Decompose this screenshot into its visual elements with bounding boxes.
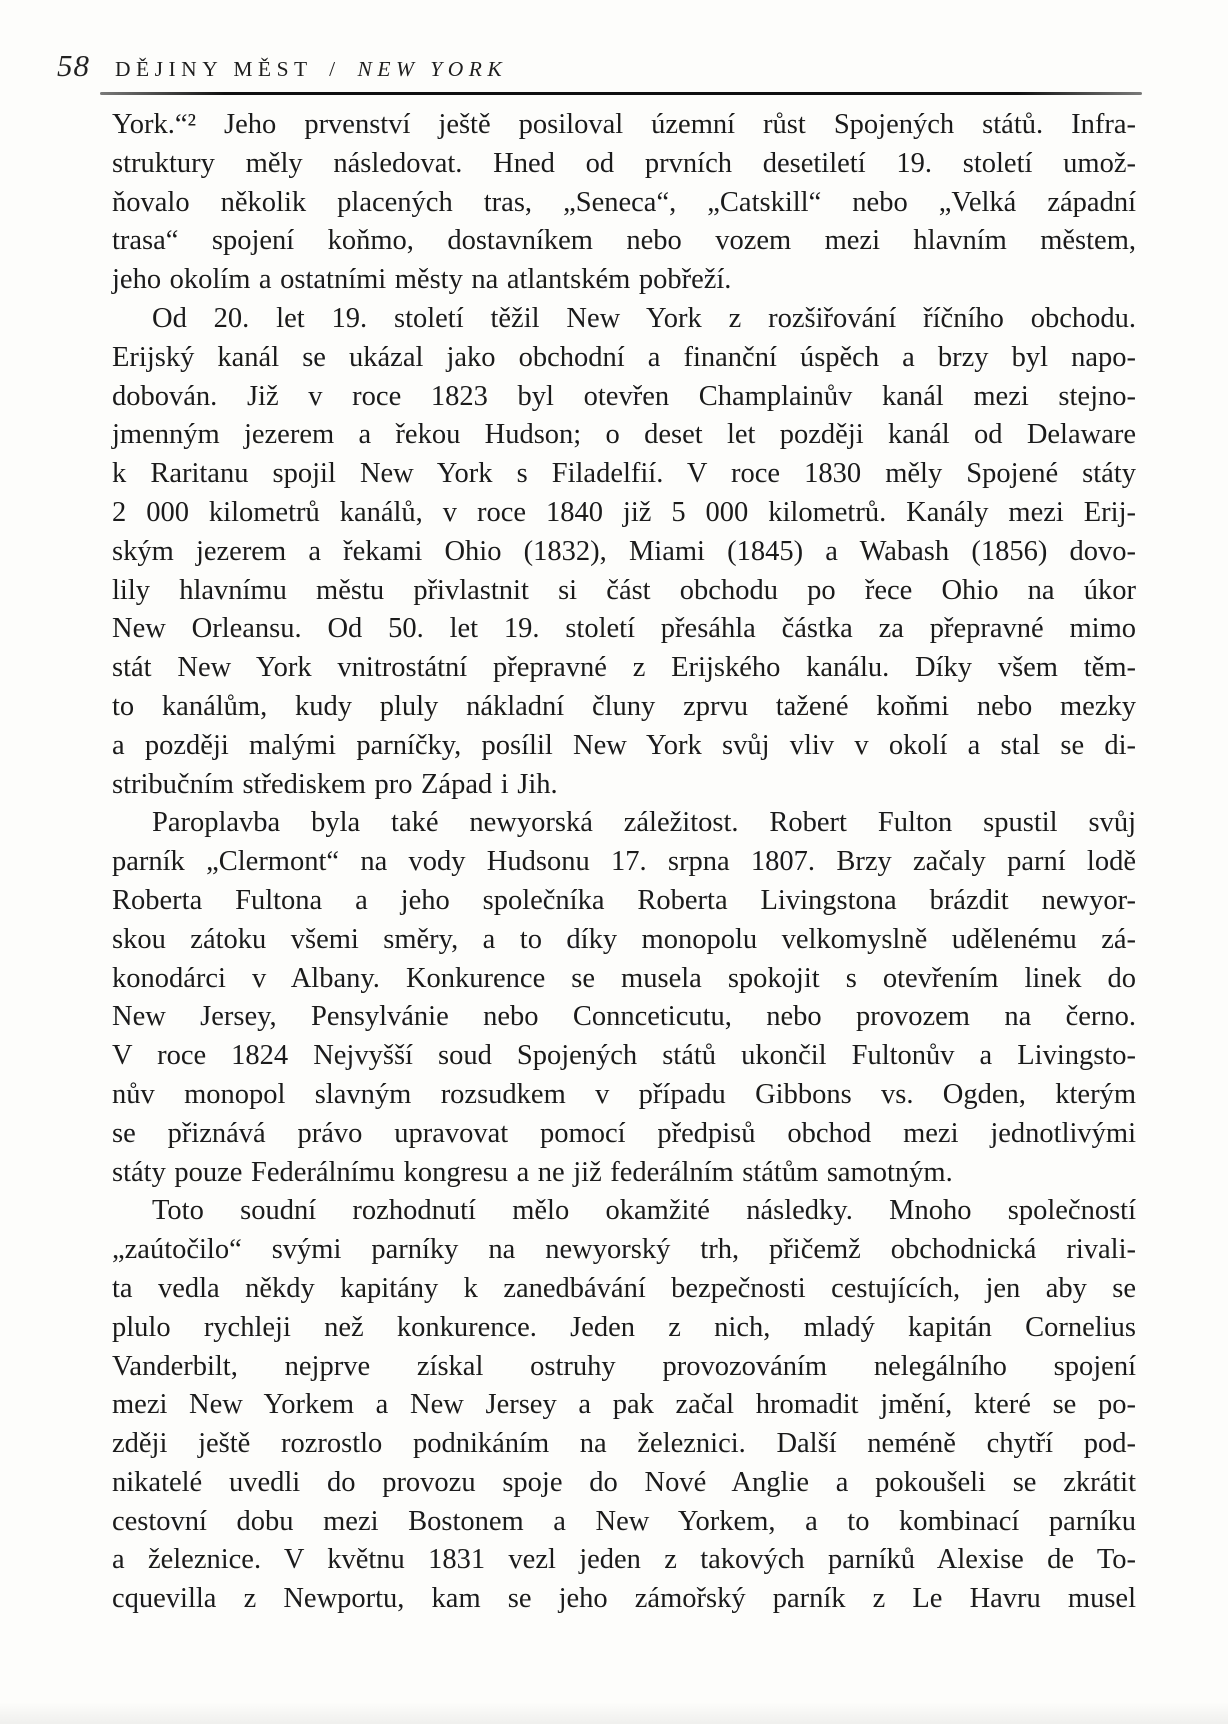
text-line: jmenným jezerem a řekou Hudson; o deset let později kanál od Delaware xyxy=(112,419,1136,451)
text-line: parník „Clermont“ na vody Hudsonu 17. srpna 1807. Brzy začaly parní lodě xyxy=(112,846,1136,878)
text-line: Erijský kanál se ukázal jako obchodní a finanční úspěch a brzy byl napo- xyxy=(112,341,1136,373)
text-line: nův monopol slavným rozsudkem v případu Gibbons vs. Ogden, kterým xyxy=(112,1078,1136,1110)
running-head-title: NEW YORK xyxy=(357,57,508,81)
text-line: to kanálům, kudy pluly nákladní čluny zprvu tažené koňmi nebo mezky xyxy=(112,690,1136,722)
paragraph xyxy=(112,300,1136,804)
text-line: Roberta Fultona a jeho společníka Roberta Livingstona brázdit newyor- xyxy=(112,884,1136,916)
text-line: Od 20. let 19. století těžil New York z rozšiřování říčního obchodu. xyxy=(152,302,1136,334)
text-line: New Jersey, Pensylvánie nebo Connceticutu, nebo provozem na černo. xyxy=(112,1001,1136,1033)
text-line: struktury měly následovat. Hned od prvních desetiletí 19. století umož- xyxy=(112,147,1136,179)
text-line: mezi New Yorkem a New Jersey a pak začal hromadit jmění, které se po- xyxy=(112,1389,1136,1421)
text-line: dobován. Již v roce 1823 byl otevřen Champlainův kanál mezi stejno- xyxy=(112,380,1136,412)
scan-edge-shadow xyxy=(0,1702,1228,1724)
text-line: York.“² Jeho prvenství ještě posiloval územní růst Spojených států. Infra- xyxy=(112,109,1136,140)
text-line: ta vedla někdy kapitány k zanedbávání bezpečnosti cestujících, jen aby se xyxy=(112,1272,1136,1304)
text-line: stribučním střediskem pro Západ i Jih. xyxy=(112,768,558,800)
running-head-series: DĚJINY MĚST xyxy=(115,57,313,81)
header-rule xyxy=(100,92,1142,95)
text-line: stát New York vnitrostátní přepravné z Erijského kanálu. Díky všem těm- xyxy=(112,652,1136,684)
text-line: konodárci v Albany. Konkurence se musela spokojit s otevřením linek do xyxy=(112,962,1136,994)
text-line: lily hlavnímu městu přivlastnit si část obchodu po řece Ohio na úkor xyxy=(112,574,1136,606)
text-line: V roce 1824 Nejvyšší soud Spojených států ukončil Fultonův a Livingsto- xyxy=(112,1040,1136,1072)
text-line: a později malými parníčky, posílil New York svůj vliv v okolí a stal se di- xyxy=(112,729,1136,761)
text-line: trasa“ spojení koňmo, dostavníkem nebo vozem mezi hlavním městem, xyxy=(112,225,1136,257)
paragraph xyxy=(112,1192,1136,1619)
page-number: 58 xyxy=(57,48,90,83)
text-line: k Raritanu spojil New York s Filadelfií. V roce 1830 měly Spojené státy xyxy=(112,458,1136,490)
text-line: 2 000 kilometrů kanálů, v roce 1840 již 5 000 kilometrů. Kanály mezi Erij- xyxy=(112,496,1136,528)
text-line: Toto soudní rozhodnutí mělo okamžité následky. Mnoho společností xyxy=(152,1195,1136,1227)
text-line: ským jezerem a řekami Ohio (1832), Miami (1845) a Wabash (1856) dovo- xyxy=(112,535,1136,567)
text-line: Paroplavba byla také newyorská záležitost. Robert Fulton spustil svůj xyxy=(152,807,1136,839)
running-head-separator: / xyxy=(329,57,341,81)
text-line: „zaútočilo“ svými parníky na newyorský trh, přičemž obchodnická rivali- xyxy=(112,1234,1136,1266)
text-line: skou zátoku všemi směry, a to díky monopolu velkomyslně udělenému zá- xyxy=(112,923,1136,955)
running-head xyxy=(115,57,507,82)
paragraph xyxy=(112,106,1136,300)
paragraph xyxy=(112,804,1136,1192)
text-line: zději ještě rozrostlo podnikáním na železnici. Další neméně chytří pod- xyxy=(112,1428,1136,1460)
text-line: cquevilla z Newportu, kam se jeho zámořský parník z Le Havru musel xyxy=(112,1583,1136,1615)
text-line: New Orleansu. Od 50. let 19. století přesáhla částka za přepravné mimo xyxy=(112,613,1136,645)
text-line: a železnice. V květnu 1831 vezl jeden z takových parníků Alexise de To- xyxy=(112,1544,1136,1576)
text-line: Vanderbilt, nejprve získal ostruhy provozováním nelegálního spojení xyxy=(112,1350,1136,1382)
text-line: ňovalo několik placených tras, „Seneca“, „Catskill“ nebo „Velká západní xyxy=(112,186,1136,218)
text-line: jeho okolím a ostatními městy na atlantském pobřeží. xyxy=(112,264,732,296)
running-header xyxy=(57,48,1140,90)
text-line: státy pouze Federálnímu kongresu a ne již federálním státům samotným. xyxy=(112,1156,953,1188)
text-line: se přiznává právo upravovat pomocí předpisů obchod mezi jednotlivými xyxy=(112,1117,1136,1149)
text-line: nikatelé uvedli do provozu spoje do Nové Anglie a pokoušeli se zkrátit xyxy=(112,1466,1136,1498)
text-line: plulo rychleji než konkurence. Jeden z nich, mladý kapitán Cornelius xyxy=(112,1311,1136,1343)
text-line: cestovní dobu mezi Bostonem a New Yorkem, a to kombinací parníku xyxy=(112,1505,1136,1537)
text-block xyxy=(112,106,1136,1619)
